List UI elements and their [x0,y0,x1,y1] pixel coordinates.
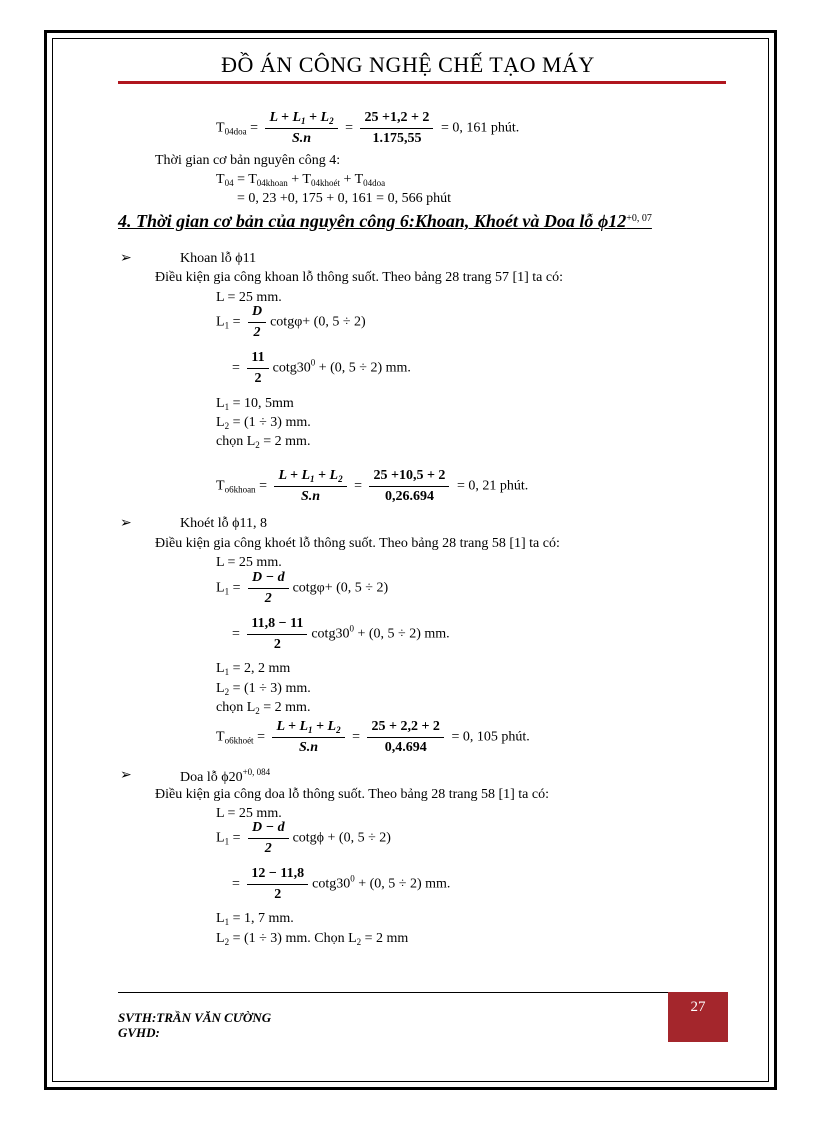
page-number: 27 [668,992,728,1042]
doa-condition: Điều kiện gia công doa lỗ thông suốt. Theo bảng 28 trang 58 [1] ta có: [155,787,549,802]
khoan-L2: $L_2 = (1 \div 3)$ mm. [216,415,311,431]
khoet-chon: chọn $L_2 = 2$ mm. [216,700,311,716]
khoet-L1-formula: $L_1$ = $\frac{D - d}{2}$ cotgφ+ (0, 5 ÷ 2) [216,570,389,606]
section-heading: 4. Thời gian cơ bản của nguyên công 6:Khoan, Khoét và Doa lỗ $\phi 12^{+0, 07}$ [118,211,652,231]
bullet-icon: ➢ [120,768,132,783]
khoan-title: Khoan lỗ ϕ11 [180,251,257,266]
khoan-L: L = 25 mm. [216,290,282,305]
fraction: $\frac{L + L_1 + L_2}{S.n}$ [265,110,337,147]
doa-L2: $L_2 = (1 \div 3)$ mm. Chọn $L_2 = 2$ mm [216,931,409,947]
khoan-L1-value: $L_1 = 10$, 5mm [216,396,294,412]
fraction: $\frac{25 +1,2 + 2}{1.175,55}$ [360,110,433,147]
bullet-icon: ➢ [120,251,132,266]
khoan-L1-calc: = $\frac{11}{2}$ $\cot g30^0 + (0$, 5 ÷ 2) mm. [232,350,411,386]
khoet-L1-calc: = $\frac{11,8 - 11}{2}$ $\cot g30^0 + (0$, 5 ÷ 2) mm. [232,616,450,652]
khoet-L: L = 25 mm. [216,555,282,570]
footer-rule [118,992,668,993]
doa-L: L = 25 mm. [216,806,282,821]
t04-calc: = 0, 23 +0, 175 + 0, 161 = 0, 566 phút [237,191,451,206]
khoan-chon: chọn $L_2 = 2$ mm. [216,434,311,450]
doa-L1-formula: $L_1$ = $\frac{D - d}{2}$ cotgϕ + (0, 5 ÷ 2) [216,820,391,856]
khoet-time-formula: $T_{o6khoét}$ = $\frac{L + L_1 + L_2}{S.n}$ = $\frac{25 + 2,2 + 2}{0,4.694}$ = 0, 105 phút. [216,719,530,755]
t04-sum: $T_{04} = T_{04khoan} + T_{04khoét} + T_{04doa}$ [216,172,386,188]
doa-L1-calc: = $\frac{12 - 11,8}{2}$ $\cot g30^0 + (0$, 5 ÷ 2) mm. [232,866,451,902]
t04doa-formula: $T_{04doa}$ = $\frac{L + L_1 + L_2}{S.n}$ = $\frac{25 +1,2 + 2}{1.175,55}$ = 0, 161 phút. [216,110,520,146]
khoet-title: Khoét lỗ ϕ11, 8 [180,516,267,531]
khoet-L2: $L_2 = (1 \div 3)$ mm. [216,681,311,697]
khoan-condition: Điều kiện gia công khoan lỗ thông suốt. Theo bảng 28 trang 57 [1] ta có: [155,270,563,285]
basic-time-text: Thời gian cơ bản nguyên công 4: [155,153,341,168]
bullet-icon: ➢ [120,516,132,531]
khoan-L1-formula: $L_1$ = $\frac{D}{2}$ cotgφ+ (0, 5 ÷ 2) [216,304,366,340]
khoet-L1-value: $L_1 = 2$, 2 mm [216,661,291,677]
doa-L1-value: $L_1 = 1$, 7 mm. [216,911,294,927]
footer-svth: SVTH:TRẦN VĂN CƯỜNG [118,1010,272,1025]
khoan-time-formula: $T_{o6khoan}$ = $\frac{L + L_1 + L_2}{S.n}$ = $\frac{25 +10,5 + 2}{0,26.694}$ = 0, 21 phút. [216,468,529,504]
footer-gvhd: GVHD: [118,1025,160,1040]
header-rule [118,81,726,84]
doa-title: Doa lỗ $\phi 20^{+0, 084}$ [180,767,271,785]
khoet-condition: Điều kiện gia công khoét lỗ thông suốt. Theo bảng 28 trang 58 [1] ta có: [155,536,560,551]
header-title: ĐỒ ÁN CÔNG NGHỆ CHẾ TẠO MÁY [221,52,595,77]
